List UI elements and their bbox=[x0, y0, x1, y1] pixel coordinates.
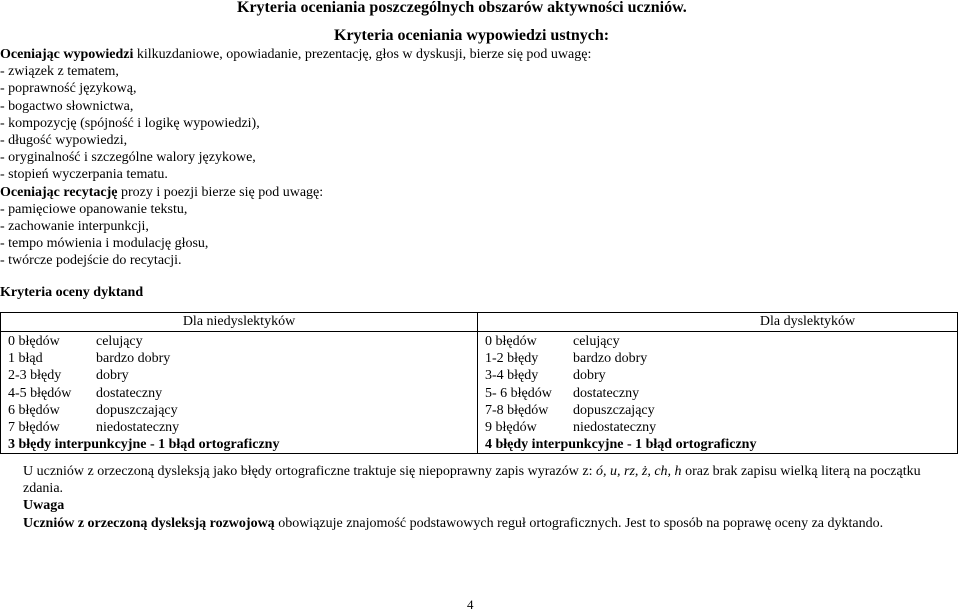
table-row: 0 błędów celujący bbox=[485, 334, 620, 349]
list-item: - tempo mówienia i modulację głosu, bbox=[0, 236, 209, 252]
recitation-lead bbox=[0, 184, 591, 201]
dyslexia-note-paragraph: U uczniów z orzeczoną dysleksją jako błędy ortograficzne traktuje się niepoprawny zapis wyrazów z: ó, u, rz, ż, ch, h oraz brak zapisu wielką literą na początku zdania. bbox=[23, 464, 921, 497]
uwaga-paragraph: Uczniów z orzeczoną dysleksją rozwojową obowiązuje znajomość podstawowych reguł ortograficznych. Jest to sposób na poprawę oceny za dyktando. bbox=[23, 515, 884, 531]
table-row: 9 błędów niedostateczny bbox=[485, 419, 657, 435]
oral-criteria-title: Kryteria oceniania wypowiedzi ustnych: bbox=[334, 27, 610, 44]
page-number: 4 bbox=[467, 597, 474, 612]
header-dyslexic: Dla dyslektyków bbox=[478, 313, 958, 332]
table-row: 6 błędów dopuszczający bbox=[8, 402, 178, 418]
list-item: - oryginalność i szczególne walory językowe, bbox=[0, 150, 256, 166]
table-row: 7 błędów niedostateczny bbox=[8, 419, 180, 435]
dictation-criteria-title: Kryteria oceny dyktand bbox=[0, 285, 144, 300]
list-item: - twórcze podejście do recytacji. bbox=[0, 253, 182, 269]
table-row: 1-2 błędy bardzo dobry bbox=[485, 351, 648, 367]
table-header-row bbox=[1, 313, 958, 332]
oral-lead bbox=[0, 46, 591, 63]
table-row: 1 błąd bardzo dobry bbox=[8, 351, 171, 367]
list-item: - długość wypowiedzi, bbox=[0, 133, 128, 149]
list-item: - zachowanie interpunkcji, bbox=[0, 219, 149, 235]
list-item: - związek z tematem, bbox=[0, 64, 119, 80]
oral-lead-text: kilkuzdaniowe, opowiadanie, prezentację, głos w dyskusji, bierze się pod uwagę: bbox=[133, 47, 592, 62]
list-item: - poprawność językową, bbox=[0, 81, 137, 97]
uwaga-heading: Uwaga bbox=[23, 498, 65, 514]
table-footer-row: 3 błędy interpunkcyjne - 1 błąd ortograficzny bbox=[8, 437, 280, 453]
table-row: 0 błędów celujący bbox=[8, 334, 143, 349]
non-dyslexic-cell bbox=[1, 332, 478, 454]
table-row: 2-3 błędy dobry bbox=[8, 368, 129, 384]
table-row: 3-4 błędy dobry bbox=[485, 368, 606, 384]
oral-criteria-section bbox=[0, 46, 591, 270]
table-body-row bbox=[1, 332, 958, 454]
recitation-lead-text: prozy i poezji bierze się pod uwagę: bbox=[117, 184, 324, 200]
list-item: - bogactwo słownictwa, bbox=[0, 98, 134, 114]
list-item: - stopień wyczerpania tematu. bbox=[0, 167, 168, 183]
main-title: Kryteria oceniania poszczególnych obszarów aktywności uczniów. bbox=[237, 0, 687, 16]
dyslexic-cell bbox=[478, 332, 958, 454]
list-item: - pamięciowe opanowanie tekstu, bbox=[0, 201, 188, 217]
table-row: 4-5 błędów dostateczny bbox=[8, 385, 163, 401]
list-item: - kompozycję (spójność i logikę wypowiedzi), bbox=[0, 115, 260, 131]
header-non-dyslexic: Dla niedyslektyków bbox=[1, 313, 478, 332]
table-row: 7-8 błędów dopuszczający bbox=[485, 402, 655, 418]
dictation-criteria-table bbox=[0, 312, 958, 454]
recitation-lead-bold: Oceniając recytację bbox=[0, 184, 118, 200]
dyslexia-notes bbox=[23, 463, 943, 532]
table-row: 5- 6 błędów dostateczny bbox=[485, 385, 640, 401]
oral-lead-bold: Oceniając wypowiedzi bbox=[0, 47, 134, 62]
table-footer-row: 4 błędy interpunkcyjne - 1 błąd ortograficzny bbox=[485, 437, 757, 453]
